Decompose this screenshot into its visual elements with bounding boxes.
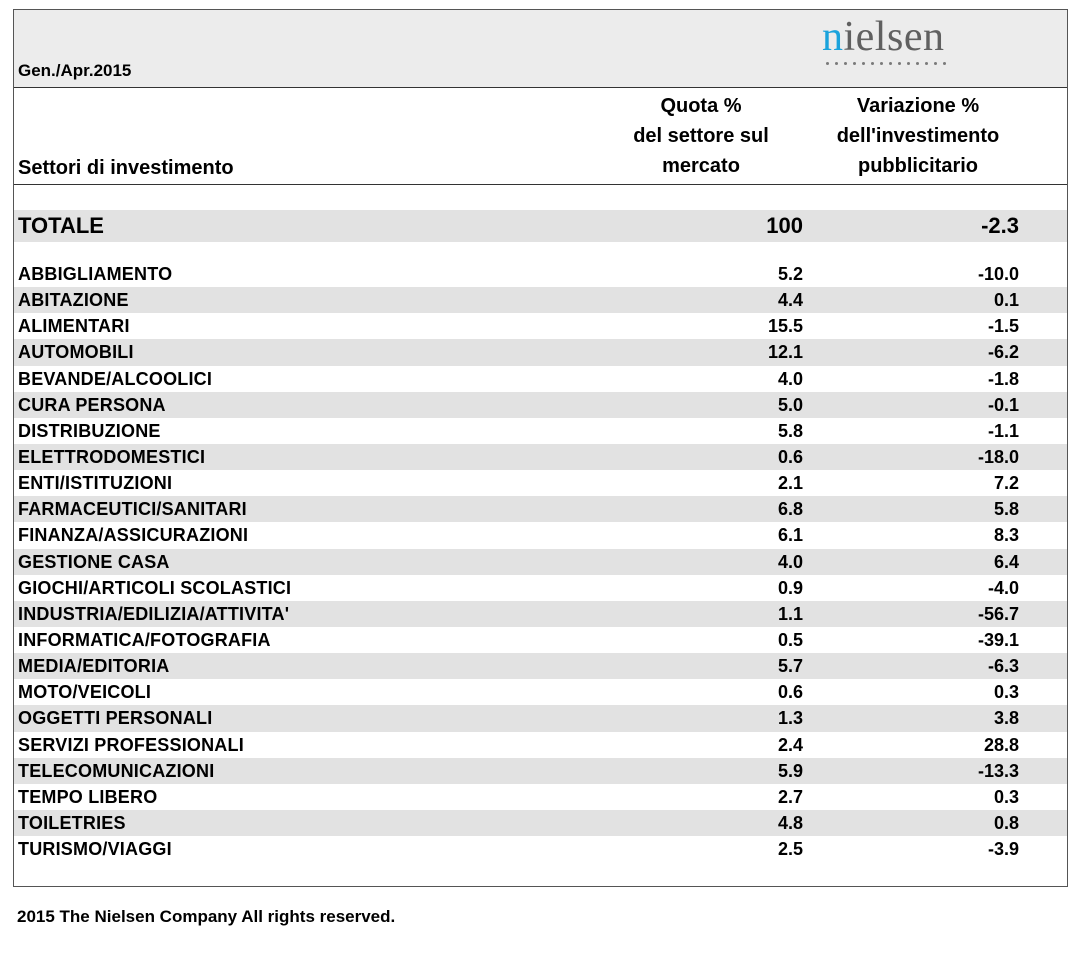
variation-cell: 7.2 xyxy=(993,473,1019,494)
share-cell: 2.4 xyxy=(777,734,803,755)
table-row xyxy=(14,549,1067,575)
sector-cell: OGGETTI PERSONALI xyxy=(18,708,213,729)
table-row xyxy=(14,313,1067,339)
table-row xyxy=(14,810,1067,836)
table-row xyxy=(14,522,1067,548)
sector-column-header: Settori di investimento xyxy=(18,157,234,179)
share-cell: 2.5 xyxy=(777,839,803,860)
logo-accent-letter: n xyxy=(822,14,844,60)
share-cell: 1.3 xyxy=(777,708,803,729)
variation-cell: -1.5 xyxy=(987,316,1019,337)
variation-cell: -13.3 xyxy=(977,760,1019,781)
table-row xyxy=(14,575,1067,601)
sector-cell: BEVANDE/ALCOOLICI xyxy=(18,368,213,389)
table-row xyxy=(14,705,1067,731)
table-row xyxy=(14,601,1067,627)
total-variation: -2.3 xyxy=(981,213,1019,238)
copyright-notice: 2015 The Nielsen Company All rights reserved. xyxy=(17,907,396,926)
variation-cell: 8.3 xyxy=(993,525,1019,546)
table-row xyxy=(14,679,1067,705)
table-row xyxy=(14,444,1067,470)
variation-cell: -56.7 xyxy=(977,603,1019,624)
variation-cell: -1.1 xyxy=(987,420,1019,441)
variation-cell: -6.3 xyxy=(987,656,1019,677)
sector-cell: ALIMENTARI xyxy=(18,316,130,337)
sector-rows xyxy=(14,261,1067,862)
sector-cell: INDUSTRIA/EDILIZIA/ATTIVITA' xyxy=(18,603,290,624)
table-row xyxy=(14,784,1067,810)
nielsen-logo xyxy=(822,14,962,74)
table-row xyxy=(14,418,1067,444)
sector-cell: FINANZA/ASSICURAZIONI xyxy=(18,525,249,546)
share-cell: 6.1 xyxy=(777,525,803,546)
table-row xyxy=(14,653,1067,679)
sector-cell: INFORMATICA/FOTOGRAFIA xyxy=(18,629,271,650)
share-cell: 0.9 xyxy=(777,577,803,598)
share-cell: 4.8 xyxy=(777,812,803,833)
sector-cell: TOILETRIES xyxy=(18,812,126,833)
share-cell: 4.0 xyxy=(777,551,803,572)
sector-cell: ABBIGLIAMENTO xyxy=(18,264,173,284)
sector-cell: GIOCHI/ARTICOLI SCOLASTICI xyxy=(18,577,292,598)
share-cell: 0.6 xyxy=(777,682,803,703)
variation-cell: -4.0 xyxy=(987,577,1019,598)
share-cell: 5.8 xyxy=(777,420,803,441)
total-share: 100 xyxy=(766,213,803,238)
variation-cell: 5.8 xyxy=(993,499,1019,520)
share-cell: 2.1 xyxy=(777,473,803,494)
variation-cell: -3.9 xyxy=(987,839,1019,860)
sector-cell: TURISMO/VIAGGI xyxy=(18,839,172,860)
share-cell: 12.1 xyxy=(767,342,803,363)
sector-cell: SERVIZI PROFESSIONALI xyxy=(18,734,244,755)
sector-cell: AUTOMOBILI xyxy=(18,342,134,363)
sector-cell: MEDIA/EDITORIA xyxy=(18,656,170,677)
variation-cell: -6.2 xyxy=(987,342,1019,363)
share-cell: 6.8 xyxy=(777,499,803,520)
share-cell: 5.9 xyxy=(777,760,803,781)
table-row xyxy=(14,339,1067,365)
share-cell: 4.0 xyxy=(777,368,803,389)
title-bar xyxy=(14,10,1067,88)
share-cell: 5.0 xyxy=(777,394,803,415)
table-row xyxy=(14,287,1067,313)
logo-rest-letters: ielsen xyxy=(843,14,945,60)
share-cell: 15.5 xyxy=(767,316,803,337)
variation-cell: -18.0 xyxy=(977,446,1019,467)
report-table xyxy=(13,9,1068,887)
period-label: Gen./Apr.2015 xyxy=(18,61,132,80)
share-cell: 1.1 xyxy=(777,603,803,624)
sector-cell: FARMACEUTICI/SANITARI xyxy=(18,499,247,520)
share-cell: 0.5 xyxy=(777,629,803,650)
sector-cell: ENTI/ISTITUZIONI xyxy=(18,473,173,494)
total-label: TOTALE xyxy=(18,213,104,238)
variation-cell: -1.8 xyxy=(987,368,1019,389)
variation-cell: -39.1 xyxy=(977,629,1019,650)
sector-cell: MOTO/VEICOLI xyxy=(18,682,152,703)
share-cell: 0.6 xyxy=(777,446,803,467)
sector-cell: GESTIONE CASA xyxy=(18,551,170,572)
variation-cell: 28.8 xyxy=(983,734,1019,755)
sector-cell: TELECOMUNICAZIONI xyxy=(18,760,215,781)
sector-cell: CURA PERSONA xyxy=(18,394,166,415)
table-row xyxy=(14,732,1067,758)
table-row xyxy=(14,366,1067,392)
sector-cell: ELETTRODOMESTICI xyxy=(18,446,206,467)
variation-cell: -10.0 xyxy=(977,264,1019,284)
sector-cell: ABITAZIONE xyxy=(18,290,129,311)
share-column-header: Quota % del settore sul mercato xyxy=(633,95,769,177)
table-row xyxy=(14,496,1067,522)
column-headers xyxy=(14,87,1067,185)
table-row xyxy=(14,627,1067,653)
variation-cell: 0.3 xyxy=(993,786,1019,807)
variation-cell: 0.8 xyxy=(993,812,1019,833)
table-row xyxy=(14,758,1067,784)
share-cell: 2.7 xyxy=(777,786,803,807)
share-cell: 5.2 xyxy=(777,264,803,284)
table-row xyxy=(14,836,1067,862)
variation-column-header: Variazione % dell'investimento pubblicitario xyxy=(836,95,1000,177)
variation-cell: 0.3 xyxy=(993,682,1019,703)
variation-cell: 0.1 xyxy=(993,290,1019,311)
total-row xyxy=(14,210,1067,242)
sector-cell: DISTRIBUZIONE xyxy=(18,420,161,441)
variation-cell: -0.1 xyxy=(987,394,1019,415)
logo-dots xyxy=(826,62,962,65)
logo-wordmark xyxy=(822,14,962,60)
share-cell: 5.7 xyxy=(777,656,803,677)
variation-cell: 3.8 xyxy=(993,708,1019,729)
table-row xyxy=(14,261,1067,287)
sector-cell: TEMPO LIBERO xyxy=(18,786,158,807)
variation-cell: 6.4 xyxy=(993,551,1019,572)
table-row xyxy=(14,470,1067,496)
share-cell: 4.4 xyxy=(777,290,803,311)
table-row xyxy=(14,392,1067,418)
